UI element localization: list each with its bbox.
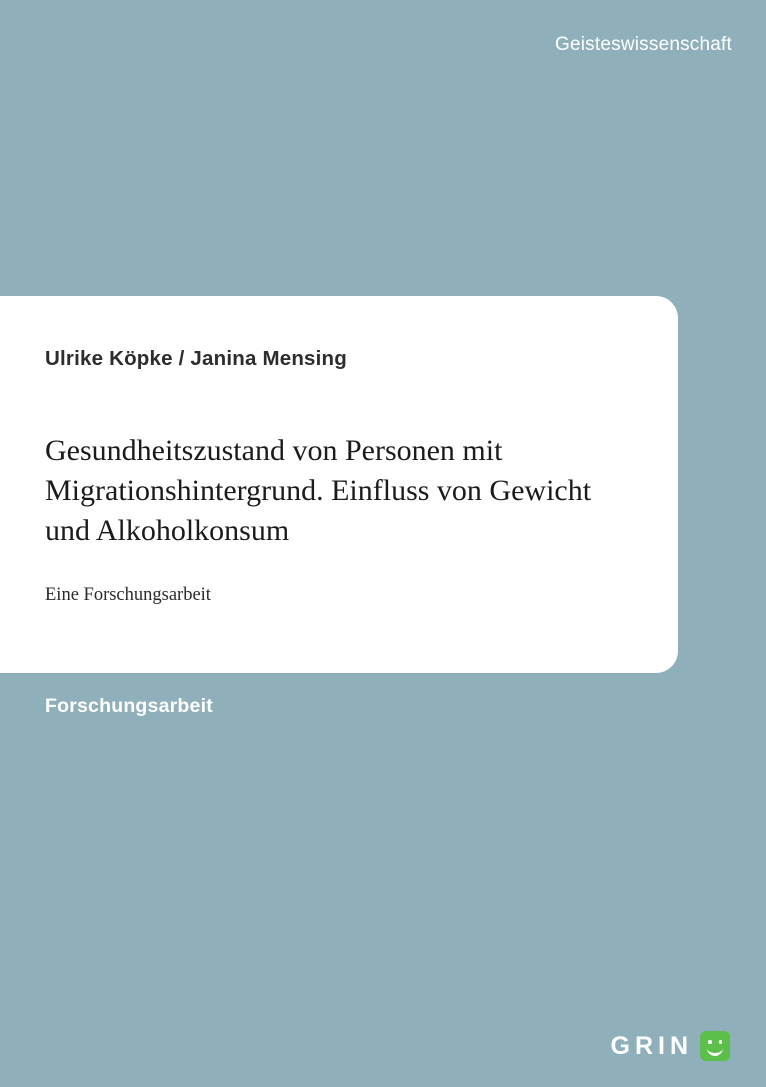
publisher-name: GRIN (610, 1031, 693, 1060)
category-label: Geisteswissenschaft (555, 34, 732, 55)
document-type-label: Forschungsarbeit (45, 695, 213, 717)
title-card (0, 296, 678, 673)
page-title: Gesundheitszustand von Personen mit Migrationshintergrund. Einfluss von Gewicht und Alkoholkonsum (45, 434, 592, 547)
authors: Ulrike Köpke / Janina Mensing (45, 347, 347, 370)
publisher-logo (611, 1031, 731, 1061)
smiley-icon (700, 1031, 730, 1061)
subtitle: Eine Forschungsarbeit (45, 584, 211, 605)
